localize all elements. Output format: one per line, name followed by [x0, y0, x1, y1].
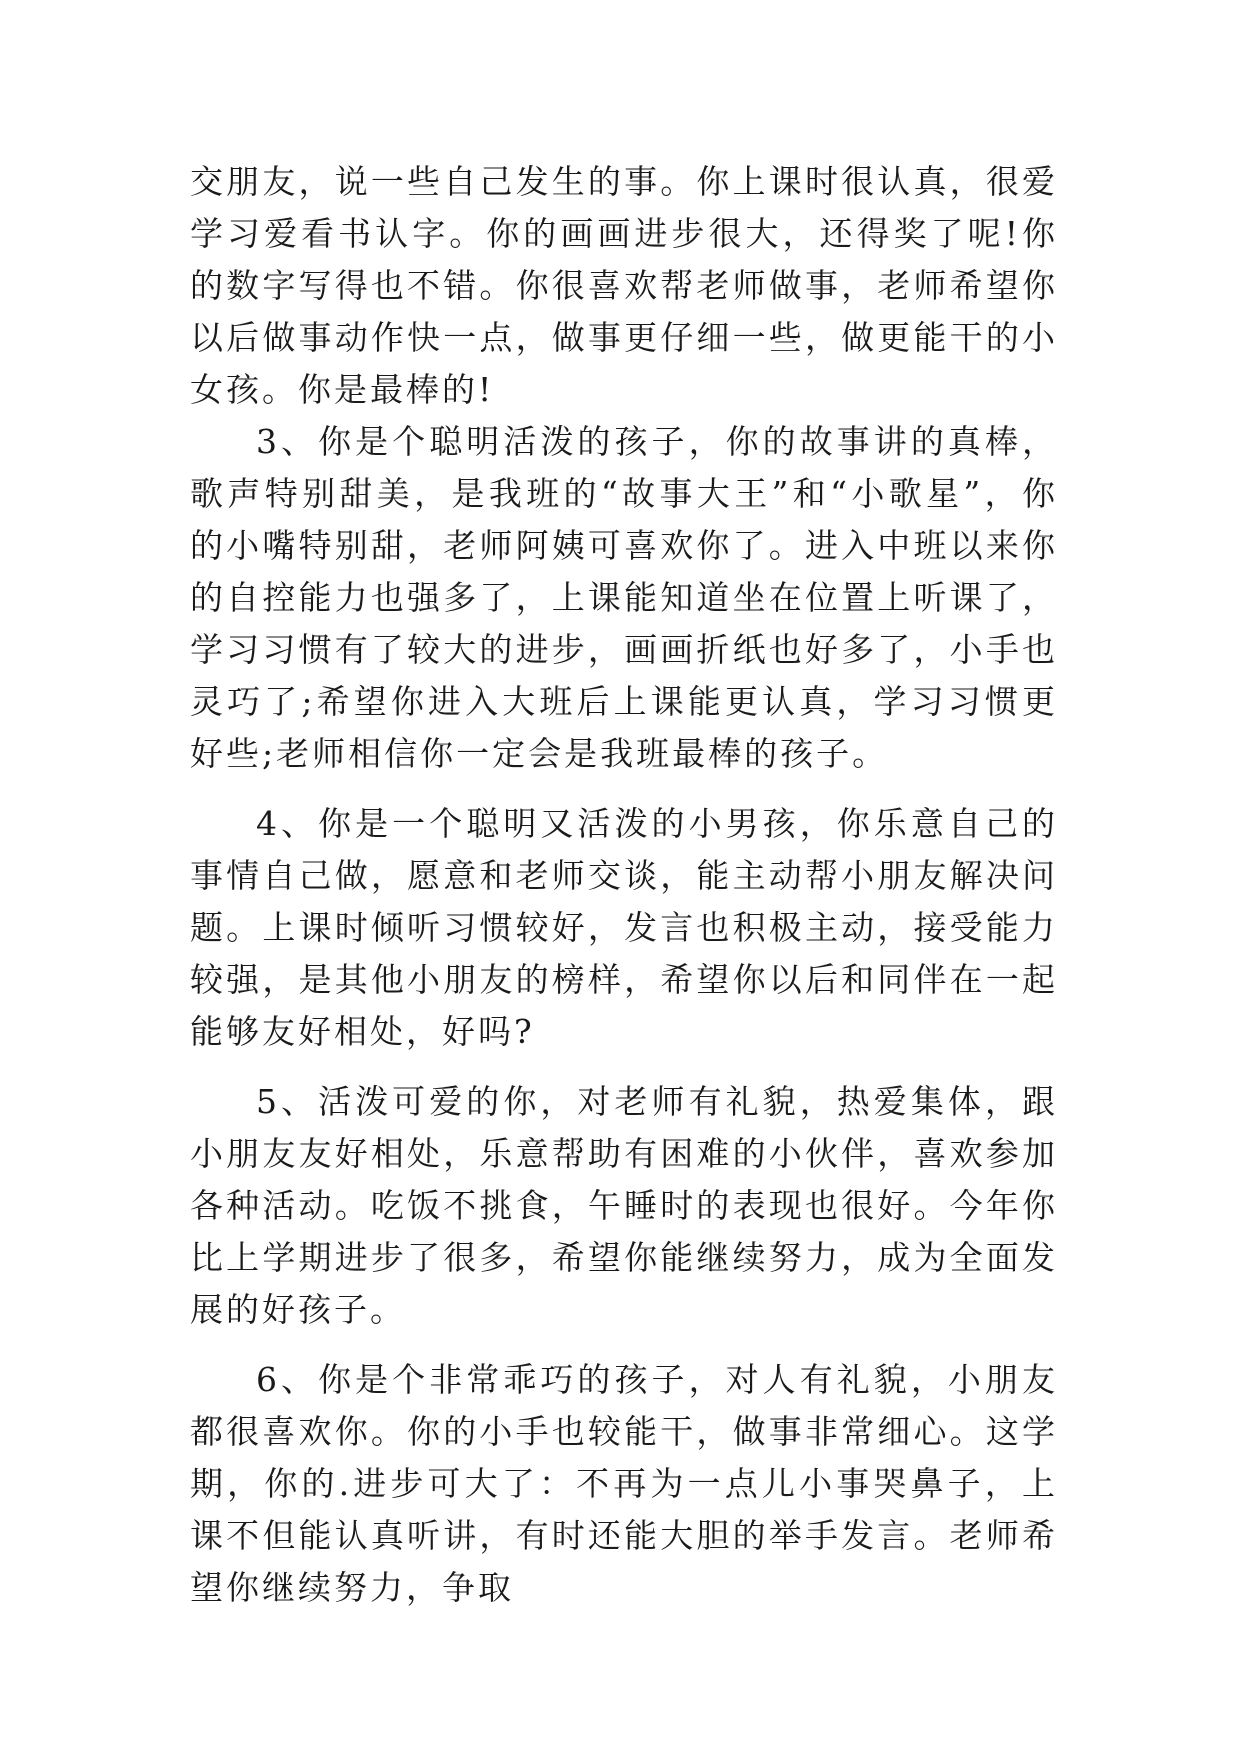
- paragraph-6: 6、你是个非常乖巧的孩子，对人有礼貌，小朋友都很喜欢你。你的小手也较能干，做事非常细心。这学期，你的.进步可大了：不再为一点儿小事哭鼻子，上课不但能认真听讲，有时还能大胆的举手发言。老师希望你继续努力，争取: [190, 1360, 1058, 1607]
- paragraph-5: 5、活泼可爱的你，对老师有礼貌，热爱集体，跟小朋友友好相处，乐意帮助有困难的小伙伴，喜欢参加各种活动。吃饭不挑食，午睡时的表现也很好。今年你比上学期进步了很多，希望你能继续努力，成为全面发展的好孩子。: [190, 1082, 1058, 1329]
- paragraph-3: 3、你是个聪明活泼的孩子，你的故事讲的真棒，歌声特别甜美，是我班的“故事大王”和“小歌星”，你的小嘴特别甜，老师阿姨可喜欢你了。进入中班以来你的自控能力也强多了，上课能知道坐在位置上听课了，学习习惯有了较大的进步，画画折纸也好多了，小手也灵巧了;希望你进入大班后上课能更认真，学习习惯更好些;老师相信你一定会是我班最棒的孩子。: [190, 422, 1058, 773]
- paragraph-4: 4、你是一个聪明又活泼的小男孩，你乐意自己的事情自己做，愿意和老师交谈，能主动帮小朋友解决问题。上课时倾听习惯较好，发言也积极主动，接受能力较强，是其他小朋友的榜样，希望你以后和同伴在一起能够友好相处，好吗?: [190, 804, 1058, 1051]
- paragraph-continued: 交朋友，说一些自己发生的事。你上课时很认真，很爱学习爱看书认字。你的画画进步很大，还得奖了呢!你的数字写得也不错。你很喜欢帮老师做事，老师希望你以后做事动作快一点，做事更仔细一些，做更能干的小女孩。你是最棒的!: [190, 162, 1058, 409]
- document-body: [190, 156, 1058, 1614]
